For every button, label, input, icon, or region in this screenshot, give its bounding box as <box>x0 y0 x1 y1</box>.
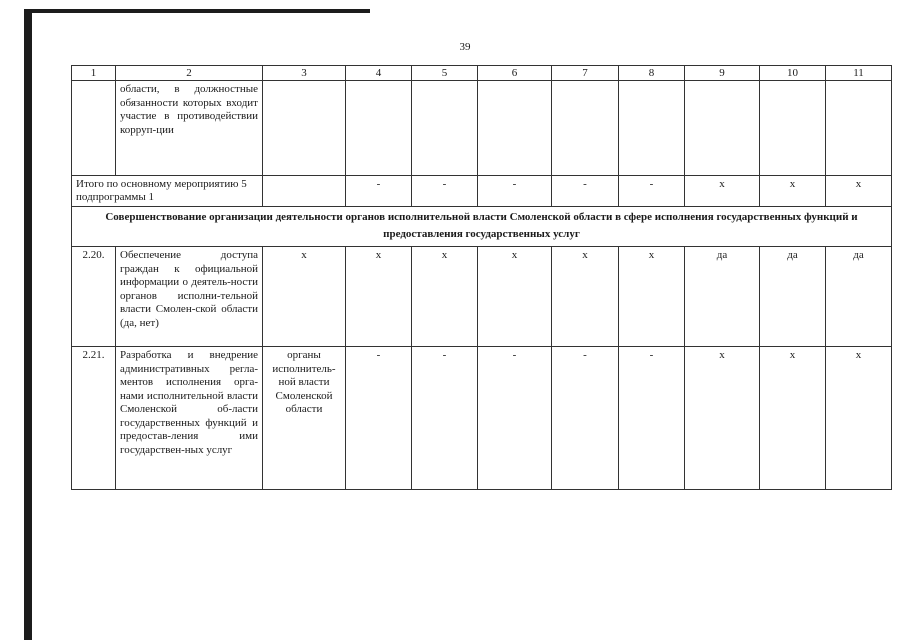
value-cell <box>552 81 619 176</box>
column-number-row <box>72 66 892 81</box>
table-row <box>72 247 892 347</box>
value-cell <box>826 81 892 176</box>
value-cell: х <box>826 347 892 490</box>
column-number: 6 <box>478 66 552 81</box>
column-number: 8 <box>619 66 685 81</box>
value-cell: х <box>685 347 760 490</box>
value-cell: - <box>552 176 619 207</box>
value-cell: - <box>619 176 685 207</box>
value-cell <box>478 81 552 176</box>
value-cell: х <box>685 176 760 207</box>
value-cell: да <box>760 247 826 347</box>
column-number: 3 <box>263 66 346 81</box>
row-number <box>72 81 116 176</box>
page-number: 39 <box>459 41 471 53</box>
scan-edge-left <box>24 9 32 640</box>
column-number: 4 <box>346 66 412 81</box>
value-cell: х <box>760 347 826 490</box>
value-cell <box>412 81 478 176</box>
value-cell: х <box>478 247 552 347</box>
executor-cell <box>263 81 346 176</box>
value-cell: да <box>826 247 892 347</box>
value-cell: - <box>619 347 685 490</box>
column-number: 2 <box>116 66 263 81</box>
executor-cell: х <box>263 247 346 347</box>
column-number: 11 <box>826 66 892 81</box>
measure-name: Обеспечение доступа граждан к официальной информации о деятель-ности органов исполни-тельной власти Смолен-ской области (да, нет) <box>116 247 263 347</box>
measure-name: области, в должностные обязанности которых входит участие в противодействии корруп-ции <box>116 81 263 176</box>
value-cell: - <box>478 176 552 207</box>
row-number: 2.20. <box>72 247 116 347</box>
value-cell: да <box>685 247 760 347</box>
value-cell: х <box>619 247 685 347</box>
measure-name: Разработка и внедрение административных регла-ментов исполнения орга-нами исполнительной власти Смоленской об-ласти государственных функций и предостав-ления ими государствен-ных услуг <box>116 347 263 490</box>
value-cell: - <box>552 347 619 490</box>
column-number: 5 <box>412 66 478 81</box>
value-cell: - <box>412 176 478 207</box>
value-cell: - <box>346 176 412 207</box>
value-cell <box>760 81 826 176</box>
executor-cell <box>263 176 346 207</box>
total-label: Итого по основному мероприятию 5 подпрограммы 1 <box>72 176 263 207</box>
value-cell <box>619 81 685 176</box>
value-cell: - <box>346 347 412 490</box>
value-cell <box>346 81 412 176</box>
scan-edge-top <box>24 9 370 13</box>
value-cell: х <box>346 247 412 347</box>
value-cell: - <box>412 347 478 490</box>
row-number: 2.21. <box>72 347 116 490</box>
value-cell: - <box>478 347 552 490</box>
program-table <box>71 65 892 490</box>
value-cell <box>685 81 760 176</box>
column-number: 1 <box>72 66 116 81</box>
section-title: Совершенствование организации деятельности органов исполнительной власти Смоленской области в сфере исполнения государственных функций и предоставления государственных услуг <box>72 207 892 247</box>
column-number: 9 <box>685 66 760 81</box>
total-row <box>72 176 892 207</box>
value-cell: х <box>412 247 478 347</box>
value-cell: х <box>552 247 619 347</box>
column-number: 10 <box>760 66 826 81</box>
value-cell: х <box>760 176 826 207</box>
value-cell: х <box>826 176 892 207</box>
section-row <box>72 207 892 247</box>
executor-cell: органы исполнитель-ной власти Смоленской области <box>263 347 346 490</box>
column-number: 7 <box>552 66 619 81</box>
continuation-row <box>72 81 892 176</box>
table-row <box>72 347 892 490</box>
